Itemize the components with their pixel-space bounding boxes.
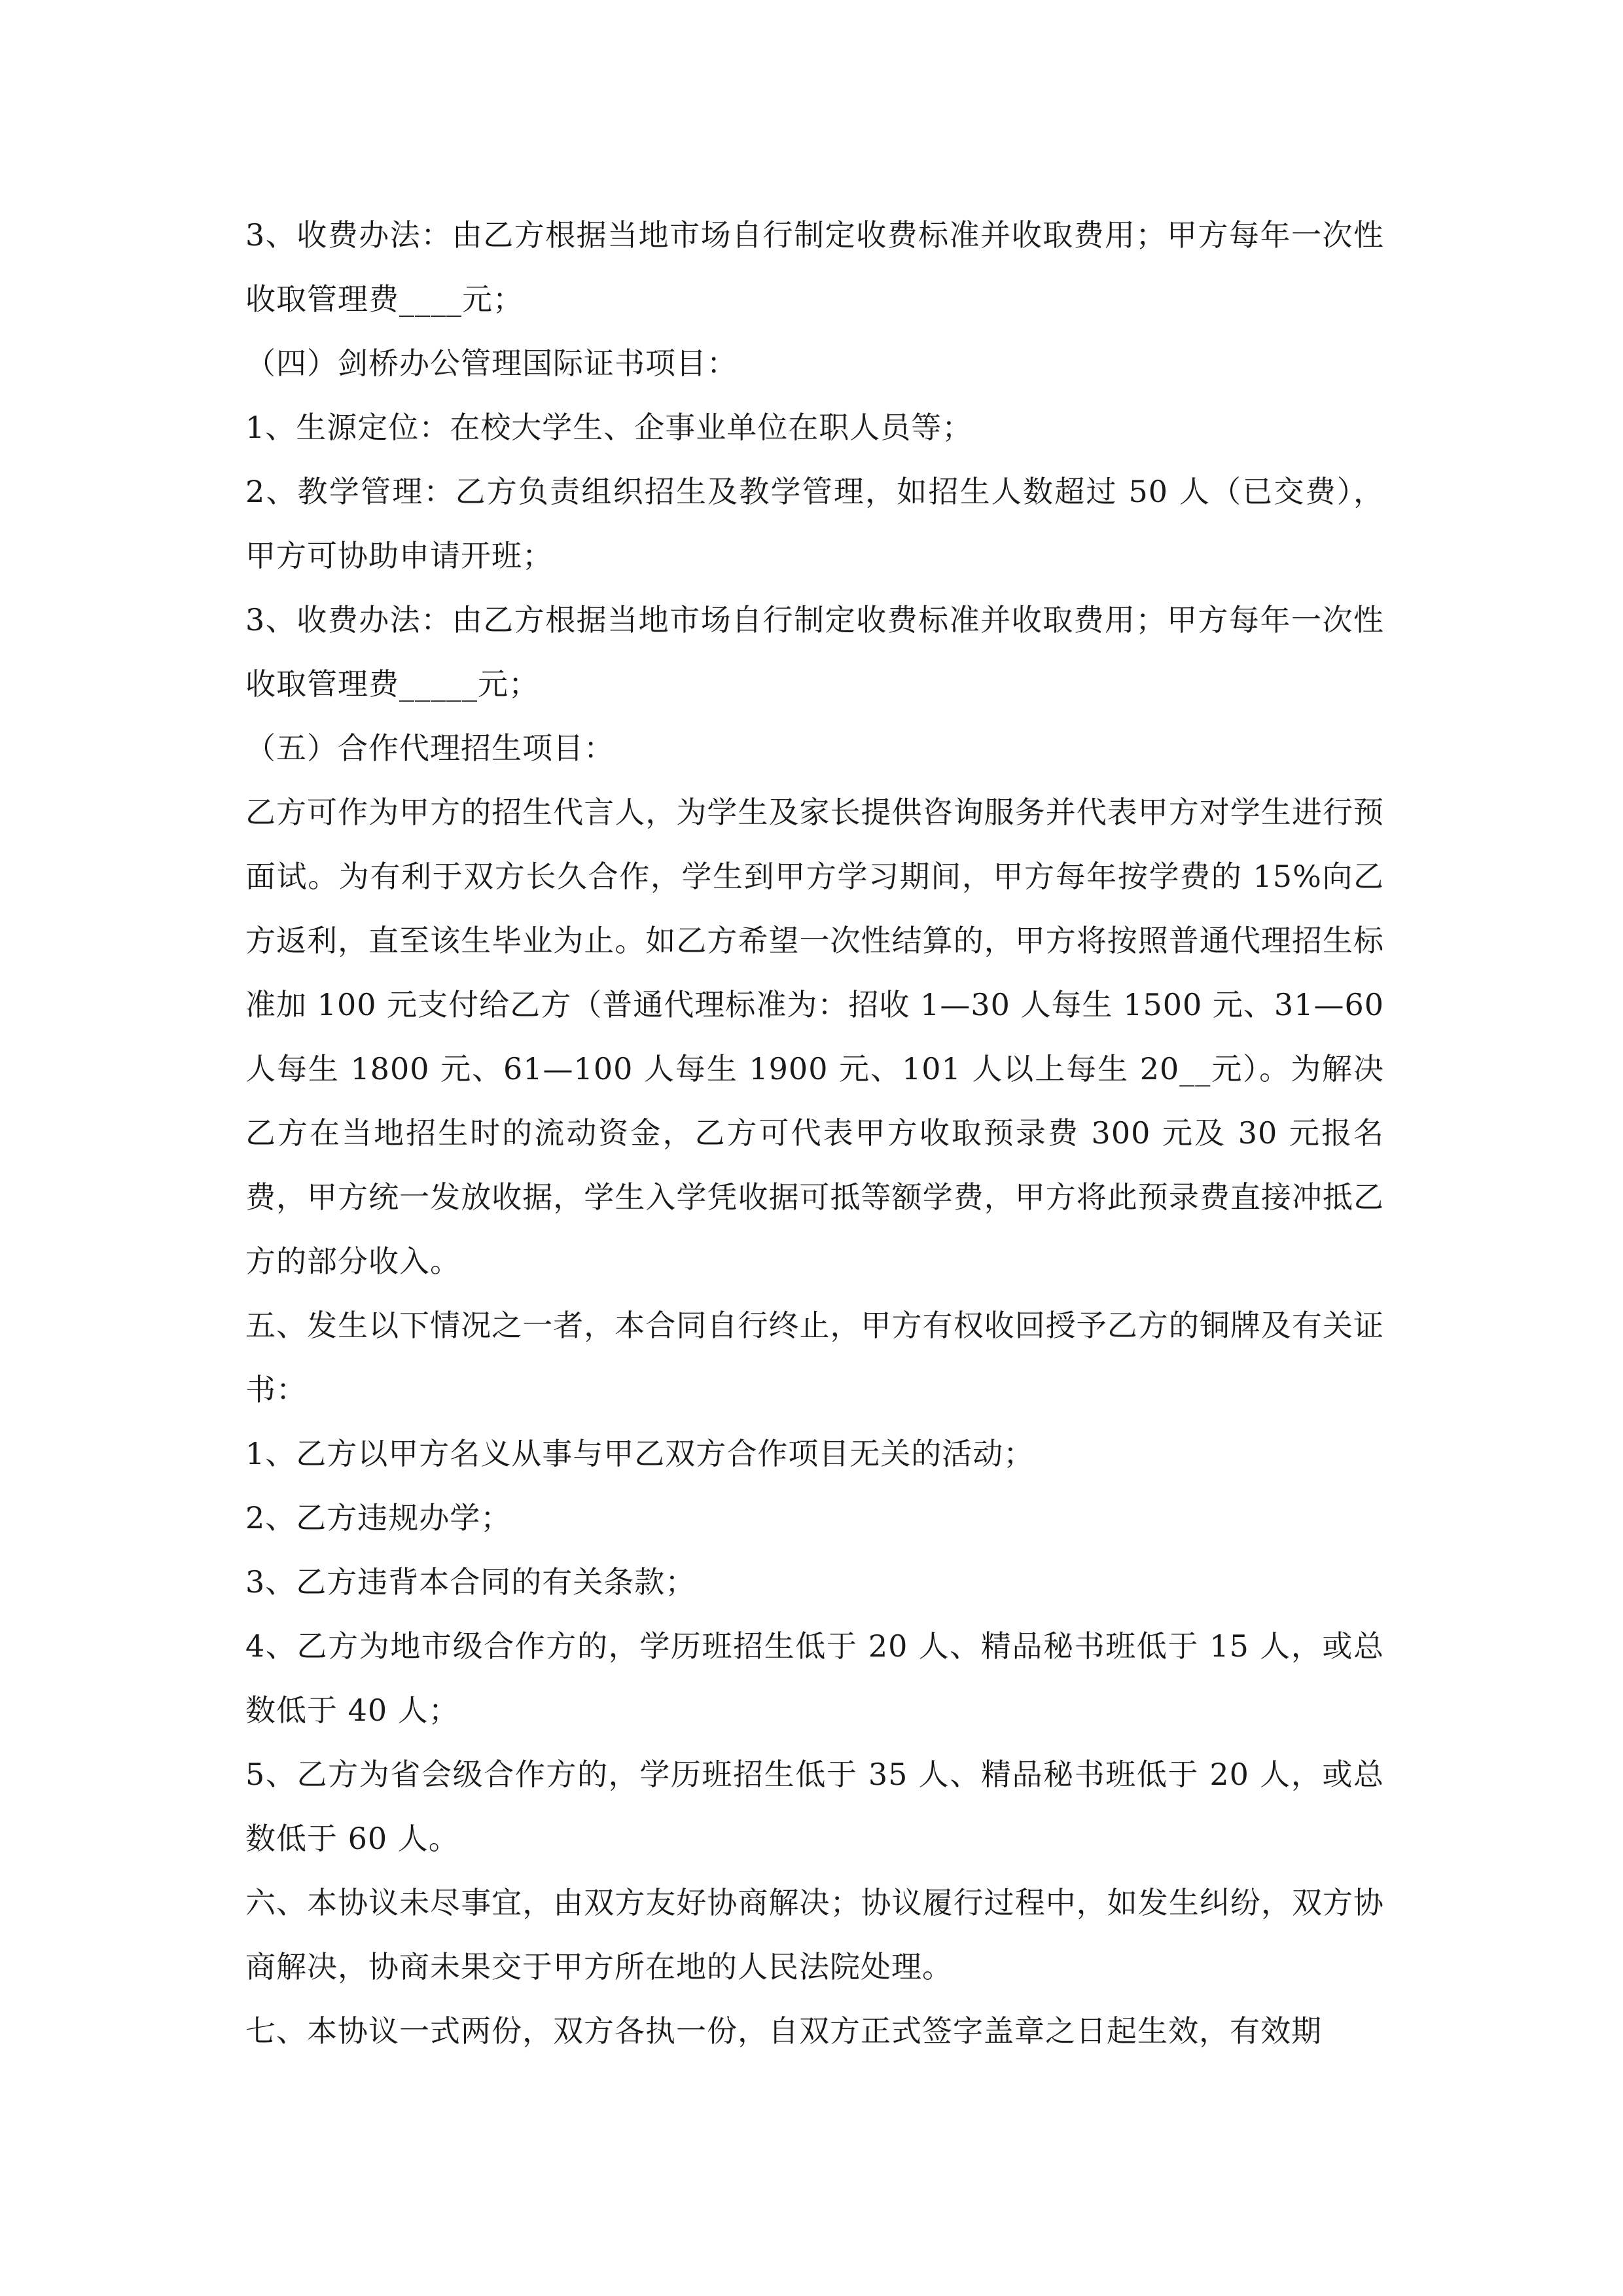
paragraph-teaching-management: 2、教学管理：乙方负责组织招生及教学管理，如招生人数超过 50 人（已交费），甲方可协助申请开班；	[245, 474, 1384, 573]
heading-agency-enrollment: （五）合作代理招生项目：	[245, 730, 615, 766]
heading-cambridge-office-certificate: （四）剑桥办公管理国际证书项目：	[245, 346, 738, 381]
paragraph-fee-method-3b: 3、收费办法：由乙方根据当地市场自行制定收费标准并收取费用；甲方每年一次性收取管理费_____元；	[245, 602, 1384, 702]
clause-copies-validity: 七、本协议一式两份，双方各执一份，自双方正式签字盖章之日起生效，有效期	[245, 2013, 1322, 2049]
termination-item-2: 2、乙方违规办学；	[245, 1500, 512, 1535]
termination-item-5: 5、乙方为省会级合作方的，学历班招生低于 35 人、精品秘书班低于 20 人，或总数低于 60 人。	[245, 1757, 1384, 1856]
termination-item-4: 4、乙方为地市级合作方的，学历班招生低于 20 人、精品秘书班低于 15 人，或总数低于 40 人；	[245, 1628, 1384, 1728]
clause-termination: 五、发生以下情况之一者，本合同自行终止，甲方有权收回授予乙方的铜牌及有关证书：	[245, 1308, 1384, 1407]
termination-item-3: 3、乙方违背本合同的有关条款；	[245, 1564, 696, 1600]
paragraph-student-source: 1、生源定位：在校大学生、企事业单位在职人员等；	[245, 410, 973, 445]
paragraph-fee-method-3a: 3、收费办法：由乙方根据当地市场自行制定收费标准并收取费用；甲方每年一次性收取管理费____元；	[245, 217, 1384, 317]
clause-dispute-resolution: 六、本协议未尽事宜，由双方友好协商解决；协议履行过程中，如发生纠纷，双方协商解决，协商未果交于甲方所在地的人民法院处理。	[245, 1885, 1384, 1984]
paragraph-agency-details: 乙方可作为甲方的招生代言人，为学生及家长提供咨询服务并代表甲方对学生进行预面试。为有利于双方长久合作，学生到甲方学习期间，甲方每年按学费的 15%向乙方返利，直至该生毕业为止。如乙方希望一次性结算的，甲方将按照普通代理招生标准加 100 元支付给乙方（普通代理标准为：招收 1—30 人每生 1500 元、31—60 人每生 1800 元、61—100 人每生 1900 元、101 人以上每生 20__元）。为解决乙方在当地招生时的流动资金，乙方可代表甲方收取预录费 300 元及 30 元报名费，甲方统一发放收据，学生入学凭收据可抵等额学费，甲方将此预录费直接冲抵乙方的部分收入。	[245, 795, 1384, 1279]
document-body	[245, 203, 1384, 2063]
termination-item-1: 1、乙方以甲方名义从事与甲乙双方合作项目无关的活动；	[245, 1436, 1035, 1471]
